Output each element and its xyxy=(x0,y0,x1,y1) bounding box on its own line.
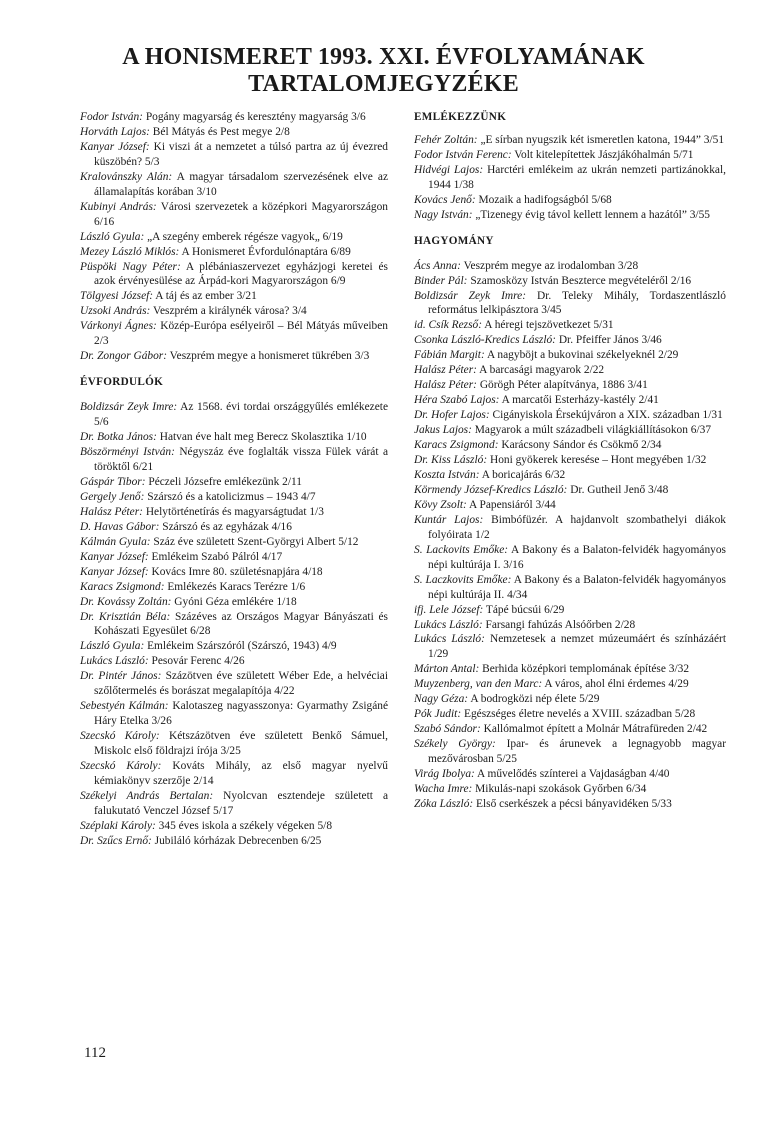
toc-entry xyxy=(80,490,388,505)
entry-title: Volt kitelepítettek Jászjákóhalmán 5/71 xyxy=(511,148,694,161)
entry-author: Szabó Sándor: xyxy=(414,723,481,736)
entry-author: Mezey László Miklós: xyxy=(80,245,180,258)
toc-entry xyxy=(80,349,388,364)
entry-author: Lukács László: xyxy=(414,618,483,631)
entry-title: 345 éves iskola a székely végeken 5/8 xyxy=(155,819,333,832)
entry-author: Wacha Imre: xyxy=(414,782,473,795)
entry-title: Gyóni Géza emlékére 1/18 xyxy=(171,595,297,608)
toc-entry xyxy=(80,729,388,759)
toc-entry xyxy=(80,639,388,654)
page-number: 112 xyxy=(84,1045,106,1061)
entry-author: Dr. Botka János: xyxy=(80,431,157,444)
entry-title: A város, ahol élni érdemes 4/29 xyxy=(542,678,689,691)
toc-entry xyxy=(80,834,388,849)
toc-entry xyxy=(414,513,726,543)
entry-author: Sebestyén Kálmán: xyxy=(80,700,169,713)
entry-author: Kanyar József: xyxy=(80,550,149,563)
entry-author: Nagy István: xyxy=(414,208,473,221)
entry-author: S. Laczkovits Emőke: xyxy=(414,573,512,586)
entry-title: A marcatői Esterházy-kastély 2/41 xyxy=(499,394,659,407)
entry-author: id. Csík Rezső: xyxy=(414,319,483,332)
entry-title: Városi szervezetek a középkori Magyarországon 6/16 xyxy=(94,200,388,228)
toc-entry xyxy=(414,393,726,408)
entry-title: Emlékeim Szabó Pálról 4/17 xyxy=(148,550,283,563)
entry-author: Gáspár Tibor: xyxy=(80,475,146,488)
entry-title: Szárszó és a katolicizmus – 1943 4/7 xyxy=(144,490,316,503)
toc-entry xyxy=(414,333,726,348)
toc-entry xyxy=(80,140,388,170)
emlekezzunk-entry-list xyxy=(414,133,726,223)
toc-entry xyxy=(414,259,726,274)
entry-title: Berhida középkori templomának építése 3/32 xyxy=(479,663,690,676)
entry-author: Püspöki Nagy Péter: xyxy=(80,260,181,273)
toc-entry xyxy=(414,722,726,737)
page-title-line-2: TARTALOMJEGYZÉKE xyxy=(248,71,519,97)
entry-title: A nagyböjt a bukovinai székelyeknél 2/29 xyxy=(484,349,679,362)
toc-entry xyxy=(414,289,726,319)
section-heading-emlekezzunk: EMLÉKEZZÜNK xyxy=(414,111,507,123)
toc-entry xyxy=(80,550,388,565)
toc-entry xyxy=(80,580,388,595)
toc-entry xyxy=(414,618,726,633)
entry-author: Kanyar József: xyxy=(80,140,150,153)
entry-author: Kuntár Lajos: xyxy=(414,513,484,526)
entry-title: Mikulás-napi szokások Győrben 6/34 xyxy=(472,782,647,795)
toc-entry xyxy=(80,535,388,550)
entry-title: Emlékezés Karacs Terézre 1/6 xyxy=(164,580,306,593)
toc-entry xyxy=(414,573,726,603)
entry-title: Tápé búcsúi 6/29 xyxy=(483,603,565,616)
entry-title: Hatvan éve halt meg Berecz Skolasztika 1/10 xyxy=(156,431,367,444)
entry-title: Egészséges életre nevelés a XVIII. században 5/28 xyxy=(461,708,696,721)
entry-title: A művelődés színterei a Vajdaságban 4/40 xyxy=(474,768,670,781)
entry-title: A barcasági magyarok 2/22 xyxy=(476,364,605,377)
entry-author: Kralovánszky Alán: xyxy=(80,170,173,183)
entry-author: Dr. Zongor Gábor: xyxy=(80,350,168,363)
toc-entry xyxy=(80,245,388,260)
entry-author: Lukács László: xyxy=(80,655,149,668)
toc-entry xyxy=(80,445,388,475)
entry-author: Böszörményi István: xyxy=(80,446,175,459)
entry-author: Karacs Zsigmond: xyxy=(414,439,499,452)
toc-entry xyxy=(414,453,726,468)
toc-entry xyxy=(414,767,726,782)
entry-title: Kováts Mihály, az első magyar nyelvű kémiakönyv szerzője 2/14 xyxy=(94,760,388,787)
entry-title: Veszprém megye az irodalomban 3/28 xyxy=(460,259,639,272)
entry-title: A plébániaszervezet egyházjogi keretei és azok érvényesülése az Árpád-kori Magyarországon 6/9 xyxy=(94,260,388,288)
entry-title: Farsangi fahúzás Alsóőrben 2/28 xyxy=(482,618,636,631)
entry-author: Virág Ibolya: xyxy=(414,768,475,781)
entry-title: Magyarok a múlt századbeli világkiállításokon 6/37 xyxy=(471,424,712,437)
entry-title: A Papensiáról 3/44 xyxy=(466,498,556,511)
entry-author: Ács Anna: xyxy=(414,259,461,272)
entry-author: Horváth Lajos: xyxy=(80,125,150,138)
toc-entry xyxy=(414,498,726,513)
entry-author: Zóka László: xyxy=(414,797,474,810)
entry-title: A boricajárás 6/32 xyxy=(479,468,566,481)
entry-title: Kalotaszeg nagyasszonya: Gyarmathy Zsigáné Háry Etelka 3/26 xyxy=(94,700,389,728)
toc-entry xyxy=(414,677,726,692)
entry-title: A bodrogközi nép élete 5/29 xyxy=(468,693,600,706)
toc-entry xyxy=(414,363,726,378)
toc-entry xyxy=(80,654,388,669)
entry-author: Dr. Kovássy Zoltán: xyxy=(80,595,172,608)
toc-entry xyxy=(414,378,726,393)
entry-author: Dr. Kiss László: xyxy=(414,454,488,467)
toc-entry xyxy=(80,610,388,640)
toc-entry xyxy=(80,110,388,125)
entry-author: Kálmán Gyula: xyxy=(80,535,151,548)
entry-author: Halász Péter: xyxy=(80,505,143,518)
entry-author: Muyzenberg, van den Marc: xyxy=(414,678,543,691)
entry-title: Százötven éve született Wéber Ede, a helvéciai szőlőtermelés és borászat megalapítója 4/22 xyxy=(94,670,389,698)
entry-title: Az 1568. évi tordai országgyűlés emlékezete 5/6 xyxy=(94,401,389,429)
entry-author: Dr. Pintér János: xyxy=(80,670,162,683)
entry-author: Binder Pál: xyxy=(414,274,468,287)
toc-entry xyxy=(414,782,726,797)
entry-title: A Bakony és a Balaton-felvidék hagyományos népi kultúrája I. 3/16 xyxy=(428,543,726,571)
entry-title: Szamosközy István Beszterce megvételéről 2/16 xyxy=(467,274,692,287)
entry-author: Szecskó Károly: xyxy=(80,760,162,773)
toc-entry xyxy=(414,318,726,333)
toc-entry xyxy=(80,304,388,319)
toc-entry xyxy=(414,797,726,812)
entry-author: Márton Antal: xyxy=(414,663,480,676)
entry-title: Veszprém megye a honismeret tükrében 3/3 xyxy=(167,350,370,363)
entry-author: Halász Péter: xyxy=(414,379,477,392)
toc-entry xyxy=(414,163,726,193)
toc-entry xyxy=(414,274,726,289)
entry-title: Harctéri emlékeim az ukrán nemzeti partizánokkal, 1944 1/38 xyxy=(428,163,726,191)
entry-title: Közép-Európa esélyeiről – Bél Mátyás műveiben 2/3 xyxy=(94,320,388,348)
entry-title: Karácsony Sándor és Csökmő 2/34 xyxy=(498,439,662,452)
toc-entry xyxy=(414,632,726,662)
entry-title: Veszprém a királynék városa? 3/4 xyxy=(150,305,307,318)
entry-author: Szecskó Károly: xyxy=(80,730,160,743)
entry-author: Pók Judit: xyxy=(414,708,462,721)
entry-author: Koszta István: xyxy=(414,468,480,481)
page-title xyxy=(0,44,767,98)
toc-entry xyxy=(80,505,388,520)
entry-title: „Tizenegy évig távol kellett lennem a hazától” 3/55 xyxy=(472,208,710,221)
entry-title: Kovács Imre 80. születésnapjára 4/18 xyxy=(148,565,323,578)
toc-entry xyxy=(80,789,388,819)
entry-author: Héra Szabó Lajos: xyxy=(414,394,500,407)
entry-title: Helytörténetírás és magyarságtudat 1/3 xyxy=(142,505,324,518)
entry-title: Szárszó és az egyházak 4/16 xyxy=(159,520,292,533)
entry-title: Dr. Teleky Mihály, Tordaszentlászló református lelkipásztora 3/45 xyxy=(428,289,727,317)
entry-title: „E sírban nyugszik két ismeretlen katona, 1944” 3/51 xyxy=(477,133,725,146)
entry-author: ifj. Lele József: xyxy=(414,603,484,616)
entry-title: Péczeli Józsefre emlékezünk 2/11 xyxy=(145,475,302,488)
toc-entry xyxy=(414,208,726,223)
toc-entry xyxy=(80,430,388,445)
toc-entry xyxy=(80,319,388,349)
entry-title: Száz éve született Szent-Györgyi Albert 5/12 xyxy=(150,535,359,548)
toc-entry xyxy=(80,289,388,304)
section-heading-hagyomany: HAGYOMÁNY xyxy=(414,234,494,247)
entry-title: Mozaik a hadifogságból 5/68 xyxy=(475,193,612,206)
toc-entry xyxy=(80,400,388,430)
entry-author: Székelyi András Bertalan: xyxy=(80,789,214,802)
entry-author: Székely György: xyxy=(414,738,496,751)
toc-entry xyxy=(80,125,388,140)
entry-author: Csonka László-Kredics László: xyxy=(414,334,556,347)
toc-entry xyxy=(414,603,726,618)
toc-entry xyxy=(414,408,726,423)
entry-title: A magyar társadalom szervezésének elve az államalapítás korában 3/10 xyxy=(94,170,388,198)
toc-entry xyxy=(414,707,726,722)
entry-title: Cigányiskola Érsekújváron a XIX. században 1/31 xyxy=(489,409,723,422)
entry-title: Dr. Gutheil Jenő 3/48 xyxy=(567,483,669,496)
page-title-line-1: A HONISMERET 1993. XXI. ÉVFOLYAMÁNAK xyxy=(122,44,645,70)
toc-entry xyxy=(414,348,726,363)
entry-title: Négyszáz éve foglalták vissza Fülek várát a töröktől 6/21 xyxy=(94,446,388,473)
entry-title: Bimbófüzér. A hajdanvolt szombathelyi diákok folyóirata 1/2 xyxy=(428,513,726,541)
toc-entry xyxy=(80,595,388,610)
entry-author: Kövy Zsolt: xyxy=(414,498,467,511)
left-column xyxy=(80,110,388,849)
entry-author: László Gyula: xyxy=(80,640,145,653)
entry-title: A táj és az ember 3/21 xyxy=(153,290,257,303)
entry-title: Pesovár Ferenc 4/26 xyxy=(148,655,245,668)
toc-entry xyxy=(414,148,726,163)
entry-author: Dr. Krisztián Béla: xyxy=(80,610,171,623)
toc-entry xyxy=(80,520,388,535)
toc-entry xyxy=(414,468,726,483)
evfordulok-entry-list xyxy=(80,400,388,849)
entry-author: Fodor István: xyxy=(80,111,143,123)
entry-author: Fábián Margit: xyxy=(414,349,485,362)
toc-entry xyxy=(80,230,388,245)
toc-entry xyxy=(414,193,726,208)
entry-author: Széplaki Károly: xyxy=(80,819,156,832)
toc-entry xyxy=(80,699,388,729)
toc-entry xyxy=(414,662,726,677)
toc-entry xyxy=(414,543,726,573)
entry-title: Ki viszi át a nemzetet a túlsó partra az új évezred küszöbén? 5/3 xyxy=(94,140,388,168)
entry-title: Bél Mátyás és Pest megye 2/8 xyxy=(149,125,290,138)
entry-author: Boldizsár Zeyk Imre: xyxy=(80,401,178,414)
entry-title: Dr. Pfeiffer János 3/46 xyxy=(555,334,662,347)
toc-entry xyxy=(80,200,388,230)
toc-entry xyxy=(414,737,726,767)
toc-entry xyxy=(80,669,388,699)
entry-author: Jakus Lajos: xyxy=(414,424,472,437)
entry-author: S. Lackovits Emőke: xyxy=(414,543,509,556)
entry-author: Dr. Hofer Lajos: xyxy=(414,409,490,422)
entry-author: Hidvégi Lajos: xyxy=(414,163,484,176)
toc-entry xyxy=(80,759,388,789)
entry-title: Honi gyökerek keresése – Hont megyében 1/32 xyxy=(487,454,707,467)
entry-author: Dr. Szűcs Ernő: xyxy=(80,834,152,847)
toc-entry xyxy=(414,133,726,148)
entry-title: A Honismeret Évfordulónaptára 6/89 xyxy=(179,245,351,258)
entry-title: Százéves az Országos Magyar Bányászati és Kohászati Egyesület 6/28 xyxy=(94,610,388,638)
toc-entry xyxy=(414,438,726,453)
entry-title: A Bakony és a Balaton-felvidék hagyományos népi kultúrája II. 4/34 xyxy=(428,573,726,601)
entry-author: Kanyar József: xyxy=(80,565,149,578)
entry-title: A héregi tejszövetkezet 5/31 xyxy=(482,319,614,332)
section-heading-evfordulok: ÉVFORDULÓK xyxy=(80,376,164,389)
entry-author: László Gyula: xyxy=(80,230,145,243)
entry-title: Ipar- és árunevek a legnagyobb magyar mezővárosban 5/25 xyxy=(428,738,726,766)
entry-title: Görögh Péter alapítványa, 1886 3/41 xyxy=(476,379,648,392)
entry-author: D. Havas Gábor: xyxy=(80,520,160,533)
entry-author: Boldizsár Zeyk Imre: xyxy=(414,289,527,302)
entry-author: Fehér Zoltán: xyxy=(414,133,478,146)
toc-entry xyxy=(80,819,388,834)
toc-entry xyxy=(414,692,726,707)
toc-entry xyxy=(80,565,388,580)
entry-title: Kallómalmot épített a Molnár Mátrafüreden 2/42 xyxy=(480,723,708,736)
entry-author: Nagy Géza: xyxy=(414,693,469,706)
entry-author: Halász Péter: xyxy=(414,364,477,377)
entry-author: Karacs Zsigmond: xyxy=(80,580,165,593)
entry-title: Nemzetesek a nemzet múzeumáért és színházáért 1/29 xyxy=(428,633,726,661)
toc-entry xyxy=(414,483,726,498)
entry-title: Nyolcvan esztendeje született a falukutató Venczel József 5/17 xyxy=(94,789,389,817)
entry-author: Fodor István Ferenc: xyxy=(414,148,512,161)
entry-author: Kovács Jenő: xyxy=(414,193,476,206)
entry-author: Kubinyi András: xyxy=(80,200,157,213)
entry-title: Emlékeim Szárszóról (Szárszó, 1943) 4/9 xyxy=(144,640,337,653)
right-column xyxy=(414,110,726,812)
entry-author: Körmendy József-Kredics László: xyxy=(414,483,568,496)
entry-author: Várkonyi Ágnes: xyxy=(80,320,157,333)
hagyomany-entry-list xyxy=(414,259,726,812)
entry-title: Első cserkészek a pécsi bányavidéken 5/33 xyxy=(473,797,672,810)
entry-author: Tölgyesi József: xyxy=(80,290,154,303)
toc-entry xyxy=(80,475,388,490)
toc-entry xyxy=(414,423,726,438)
toc-entry xyxy=(80,170,388,200)
entry-author: Uzsoki András: xyxy=(80,305,151,318)
entry-title: Kétszázötven éve született Benkő Sámuel, Miskolc első földrajzi írója 3/25 xyxy=(94,730,388,758)
intro-entry-list xyxy=(80,110,388,364)
entry-title: „A szegény emberek régésze vagyok„ 6/19 xyxy=(144,230,343,243)
toc-entry xyxy=(80,260,388,290)
entry-title: Jubiláló kórházak Debrecenben 6/25 xyxy=(151,834,322,847)
entry-title: Pogány magyarság és keresztény magyarság 3/6 xyxy=(142,111,366,123)
entry-author: Gergely Jenő: xyxy=(80,490,145,503)
entry-author: Lukács László: xyxy=(414,633,485,646)
